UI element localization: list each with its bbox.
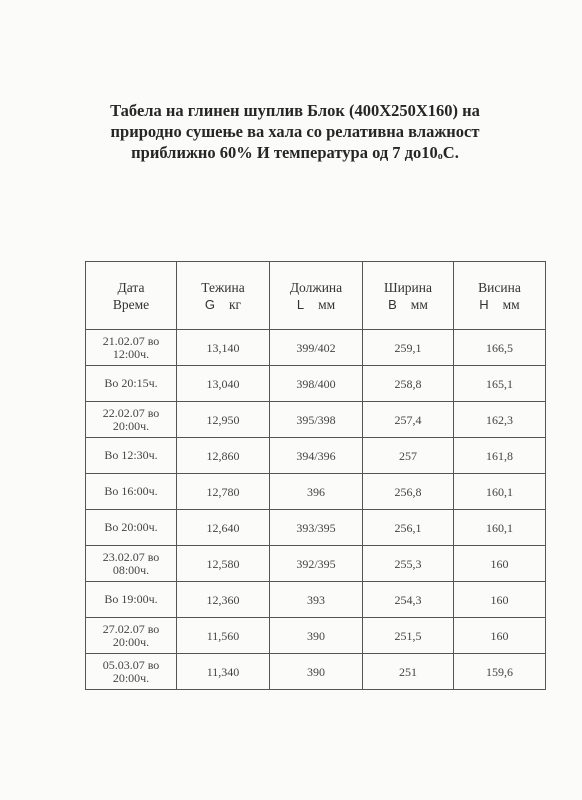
cell-width: 251,5 <box>363 618 454 654</box>
cell-date-time <box>86 510 177 546</box>
header-width <box>363 262 454 330</box>
table-row <box>86 438 546 474</box>
date-line-1: 27.02.07 во <box>102 621 160 636</box>
header-unit <box>454 296 545 313</box>
header-label: Дата <box>117 279 145 295</box>
date-line-2: 20:00ч. <box>112 418 150 433</box>
cell-weight: 12,950 <box>177 402 270 438</box>
cell-width: 254,3 <box>363 582 454 618</box>
document-title <box>80 100 510 167</box>
cell-date-time <box>86 546 177 582</box>
header-unit-text: мм <box>410 296 428 312</box>
date-line-1: Во 19:00ч. <box>104 592 158 606</box>
table-row <box>86 582 546 618</box>
cell-height: 160,1 <box>454 474 546 510</box>
date-line-2: 20:00ч. <box>112 634 150 649</box>
header-label: Должина <box>289 279 343 295</box>
date-line-1: Во 20:15ч. <box>104 376 158 390</box>
header-symbol: B <box>388 296 397 312</box>
cell-weight: 12,780 <box>177 474 270 510</box>
cell-width: 256,8 <box>363 474 454 510</box>
date-line-1: 05.03.07 во <box>102 657 160 672</box>
header-unit <box>363 296 453 313</box>
cell-date-time <box>86 330 177 366</box>
cell-width: 256,1 <box>363 510 454 546</box>
cell-length: 392/395 <box>270 546 363 582</box>
cell-length: 399/402 <box>270 330 363 366</box>
cell-weight: 12,640 <box>177 510 270 546</box>
cell-height: 160 <box>454 582 546 618</box>
cell-date-time <box>86 366 177 402</box>
cell-weight: 12,580 <box>177 546 270 582</box>
header-weight <box>177 262 270 330</box>
table-row <box>86 654 546 690</box>
title-line-3-unit: C. <box>442 143 459 162</box>
header-height <box>454 262 546 330</box>
cell-date-time <box>86 438 177 474</box>
cell-width: 251 <box>363 654 454 690</box>
cell-width: 257,4 <box>363 402 454 438</box>
cell-height: 160,1 <box>454 510 546 546</box>
drying-data-table <box>85 261 546 690</box>
header-unit <box>177 296 269 313</box>
table-header-row <box>86 262 546 330</box>
cell-height: 165,1 <box>454 366 546 402</box>
cell-length: 390 <box>270 618 363 654</box>
cell-length: 390 <box>270 654 363 690</box>
table-row <box>86 510 546 546</box>
cell-length: 393/395 <box>270 510 363 546</box>
header-label: Тежина <box>201 279 245 295</box>
date-line-1: 22.02.07 во <box>102 405 160 420</box>
header-label: Висина <box>478 279 521 295</box>
cell-weight: 11,340 <box>177 654 270 690</box>
date-line-1: 21.02.07 во <box>102 333 160 348</box>
cell-weight: 12,360 <box>177 582 270 618</box>
header-unit-text: мм <box>318 296 336 312</box>
header-symbol: G <box>204 296 215 312</box>
cell-length: 394/396 <box>270 438 363 474</box>
title-line-3 <box>80 142 510 167</box>
degree-subscript: о <box>437 151 443 162</box>
title-line-2: природно сушење ва хала со релативна влажност <box>110 122 480 141</box>
header-date-time <box>86 262 177 330</box>
header-unit-text: мм <box>502 296 520 312</box>
date-line-1: Во 16:00ч. <box>104 484 158 498</box>
cell-date-time <box>86 654 177 690</box>
cell-length: 393 <box>270 582 363 618</box>
header-unit <box>270 296 362 313</box>
table-row <box>86 618 546 654</box>
date-line-1: Во 12:30ч. <box>104 448 158 462</box>
title-line-1: Табела на глинен шуплив Блок (400X250X160) на <box>110 101 480 120</box>
cell-height: 162,3 <box>454 402 546 438</box>
header-length <box>270 262 363 330</box>
date-line-2: 20:00ч. <box>112 670 150 685</box>
date-line-1: 23.02.07 во <box>102 549 160 564</box>
date-line-2: 12:00ч. <box>112 346 150 361</box>
cell-height: 159,6 <box>454 654 546 690</box>
header-unit-text: кг <box>229 296 242 312</box>
table-row <box>86 330 546 366</box>
cell-width: 259,1 <box>363 330 454 366</box>
cell-length: 395/398 <box>270 402 363 438</box>
table-row <box>86 402 546 438</box>
cell-weight: 13,140 <box>177 330 270 366</box>
title-line-3-text: приближно 60% И температура од 7 до10 <box>131 143 438 162</box>
cell-height: 166,5 <box>454 330 546 366</box>
cell-length: 396 <box>270 474 363 510</box>
cell-height: 160 <box>454 618 546 654</box>
header-symbol: H <box>479 296 489 312</box>
cell-width: 258,8 <box>363 366 454 402</box>
table-row <box>86 546 546 582</box>
cell-date-time <box>86 402 177 438</box>
cell-weight: 11,560 <box>177 618 270 654</box>
cell-height: 161,8 <box>454 438 546 474</box>
date-line-2: 08:00ч. <box>112 562 150 577</box>
table-row <box>86 474 546 510</box>
cell-weight: 12,860 <box>177 438 270 474</box>
table-body <box>86 330 546 690</box>
cell-date-time <box>86 582 177 618</box>
cell-height: 160 <box>454 546 546 582</box>
cell-date-time <box>86 474 177 510</box>
cell-length: 398/400 <box>270 366 363 402</box>
header-label-2: Време <box>112 296 150 312</box>
cell-weight: 13,040 <box>177 366 270 402</box>
table-row <box>86 366 546 402</box>
cell-width: 257 <box>363 438 454 474</box>
header-label: Ширина <box>383 279 433 295</box>
date-line-1: Во 20:00ч. <box>104 520 158 534</box>
cell-width: 255,3 <box>363 546 454 582</box>
header-symbol: L <box>296 296 305 312</box>
cell-date-time <box>86 618 177 654</box>
